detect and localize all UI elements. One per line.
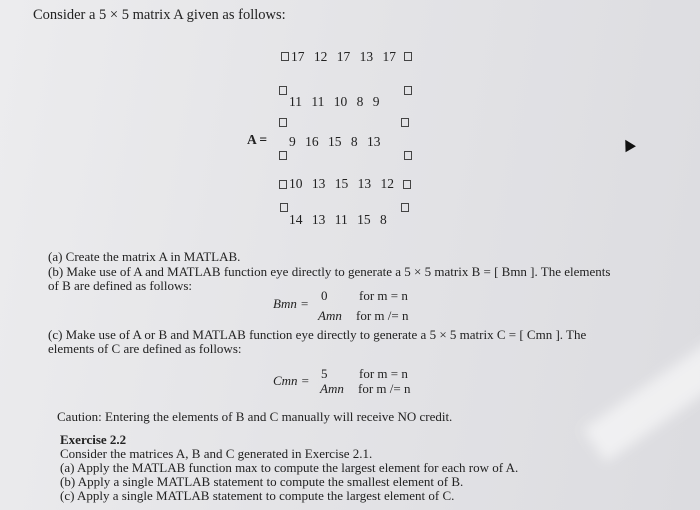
- placeholder-box-icon: [279, 86, 287, 95]
- placeholder-box-icon: [404, 52, 412, 61]
- exercise-intro: Consider the matrices A, B and C generated in Exercise 2.1.: [60, 446, 373, 461]
- b-def-case1-value: 0: [321, 288, 328, 303]
- placeholder-box-icon: [404, 86, 412, 95]
- b-def-case2-value: Amn: [318, 308, 342, 323]
- b-def-case1-cond: for m = n: [359, 288, 408, 303]
- c-def-case1-cond: for m = n: [359, 366, 408, 381]
- placeholder-box-icon: [401, 118, 409, 127]
- matrix-label: A =: [247, 132, 268, 147]
- c-def-case2-value: Amn: [320, 381, 344, 396]
- exercise-item-a: (a) Apply the MATLAB function max to compute the largest element for each row of A.: [60, 460, 519, 475]
- mouse-cursor-icon: [620, 137, 636, 153]
- part-c-line2: elements of C are defined as follows:: [48, 341, 242, 356]
- c-def-case1-value: 5: [321, 366, 328, 381]
- exercise-title: Exercise 2.2: [60, 432, 127, 447]
- c-def-case2-cond: for m /= n: [358, 381, 411, 396]
- intro-text: Consider a 5 × 5 matrix A given as follows:: [33, 7, 286, 23]
- part-c-line1: (c) Make use of A or B and MATLAB function eye directly to generate a 5 × 5 matrix C = [ Cmn ]. The: [48, 327, 587, 342]
- matrix-row-4: 10 13 15 13 12: [289, 176, 394, 191]
- matrix-row-1: 17 12 17 13 17: [291, 49, 396, 64]
- part-a: (a) Create the matrix A in MATLAB.: [48, 249, 241, 264]
- b-def-case2-cond: for m /= n: [356, 308, 409, 323]
- part-b-line1: (b) Make use of A and MATLAB function eye directly to generate a 5 × 5 matrix B = [ Bmn ]. The elements: [48, 264, 611, 279]
- caution-text: Caution: Entering the elements of B and C manually will receive NO credit.: [57, 409, 453, 424]
- exercise-item-c: (c) Apply a single MATLAB statement to compute the largest element of C.: [60, 488, 455, 503]
- matrix-row-3: 9 16 15 8 13: [289, 134, 381, 149]
- exercise-item-b: (b) Apply a single MATLAB statement to compute the smallest element of B.: [60, 474, 464, 489]
- placeholder-box-icon: [279, 118, 287, 127]
- b-def-lhs: Bmn =: [273, 296, 309, 311]
- placeholder-box-icon: [401, 203, 409, 212]
- placeholder-box-icon: [279, 180, 287, 189]
- placeholder-box-icon: [279, 151, 287, 160]
- photo-glare: [583, 338, 700, 463]
- placeholder-box-icon: [404, 151, 412, 160]
- matrix-row-2: 11 11 10 8 9: [289, 94, 380, 109]
- part-b-line2: of B are defined as follows:: [48, 278, 193, 293]
- placeholder-box-icon: [280, 203, 288, 212]
- c-def-lhs: Cmn =: [273, 373, 310, 388]
- placeholder-box-icon: [403, 180, 411, 189]
- matrix-row-5: 14 13 11 15 8: [289, 212, 387, 227]
- placeholder-box-icon: [281, 52, 289, 61]
